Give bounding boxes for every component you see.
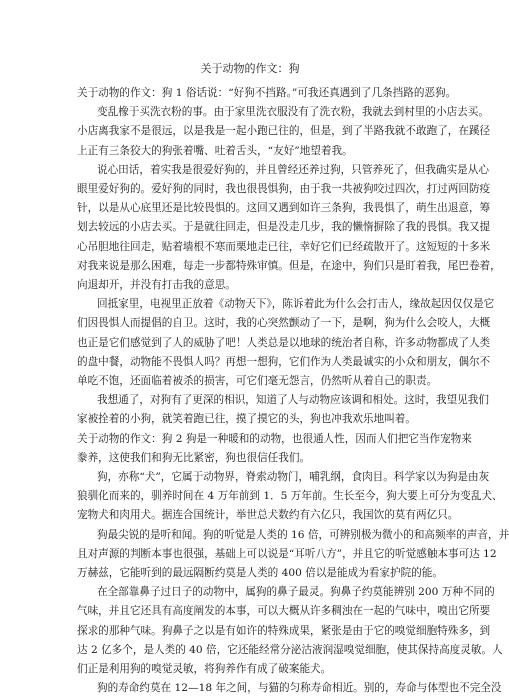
text-line: 变乱橡于买洗衣粉的事。由于家里洗衣服没有了洗衣粉，我就去到村里的小店去买。 [97, 106, 489, 119]
text-line: 豢养，这使我们和狗无比紧密，狗也很信任我们。 [77, 451, 311, 464]
text-line: 探求的那种气味。狗鼻子之以是有如许的特殊成果，紧张是由于它的嗅觉细胞特殊多，到 [77, 624, 491, 637]
text-line: 们正是利用狗的嗅觉灵敏，将狗养作有成了破案能犬。 [77, 663, 332, 676]
text-line: 狗，亦称“犬”，它属于动物界，脊索动物门，哺乳纲，食肉目。科学家以为狗是由灰 [97, 471, 490, 484]
text-line: 家被拴着的小狗，就笑着跑已往，摸了摸它的头，狗也冲我欢乐地叫着。 [77, 413, 416, 426]
text-line: 达 2 亿多个，是人类的 40 倍，它还能经常分泌沽液润湿嗅觉细胞，使其保持高度灵敏。人 [77, 643, 503, 656]
text-line: 的盘中餐，动物能不畏惧人吗？再想一想狗，它们作为人类最诚实的小众和朋友，偶尔不 [77, 355, 491, 368]
text-line: 向退却开，并没有打击我的意思。 [77, 279, 236, 292]
article-body [77, 84, 509, 699]
text-line: 心吊胆地往回走，贴着墙根不寒而栗地走已往，幸好它们已经疏散开了。这短短的十多米 [77, 240, 491, 253]
text-line: 上正有三条狡大的狗张着嘴、吐着舌头，“友好”地望着我。 [77, 144, 353, 157]
text-line: 关于动物的作文：狗 2 狗是一种暖和的动物，也很通人性，因而人们把它当作宠物来 [77, 432, 472, 445]
text-line: 万赫兹，它能听到的最远隔断约莫是人类的 400 倍以是能成为看家护院的能。 [77, 567, 443, 580]
article-title: 关于动物的作文：狗 [200, 62, 300, 75]
text-line: 划去较远的小店去买。于是就往回走，但是没走几步，我的懒惰摒除了我的畏惧。我又提 [77, 221, 491, 234]
text-line: 我想通了，对狗有了更深的相识，知道了人与动物应该调和相处。这时，我望见我们 [97, 394, 489, 407]
text-line: 关于动物的作文：狗 1 俗话说：“好狗不挡路。”可我还真遇到了几条挡路的恶狗。 [77, 87, 457, 99]
text-line: 且对声源的判断本事也很强，基础上可以说是“耳听八方”，并且它的听觉感触本事可达 12 [77, 547, 497, 560]
text-line: 们因畏惧人而提倡的自卫。这时，我的心突然颤动了一下，是啊，狗为什么会咬人，大概 [77, 317, 491, 330]
text-line: 眼里爱好狗的。爱好狗的同时，我也很畏惧狗，由于我一共被狗咬过四次，打过两回防疫 [77, 183, 491, 196]
text-line: 针，以是从心底里还是比较畏惧的。这回又遇到如许三条狗，我畏惧了，萌生出退意，筹 [77, 202, 491, 215]
text-line: 狗的寿命约莫在 12—18 年之间，与猫的匀称寿命相近。别的，寿命与体型也不完全没 [97, 682, 502, 695]
text-line: 对我来说是那么困难，每走一步都特殊审慎。但是，在途中，狗们只是盯着我，尾巴卷着， [77, 259, 501, 272]
text-line: 狗最尖锐的是听和闻。狗的听觉是人类的 16 倍，可辨别极为微小的和高频率的声音，并 [97, 528, 509, 541]
text-line: 也正是它们感觉到了人的威胁了吧！人类总是以地球的统治者自称，许多动物都成了人类 [77, 336, 491, 349]
text-line: 宠物犬和肉用犬。据连合国统计，举世总犬数约有六亿只，我国饮的莫有两亿只。 [77, 509, 459, 522]
text-line: 气味，并且它还具有高度阐发的本事，可以大概从许多稠浊在一起的气味中，嗅出它所要 [77, 605, 491, 618]
text-line: 回抵家里，电视里正放着《动物天下》，陈诉着此为什么会打击人，缘故起因仅仅是它 [97, 298, 495, 311]
text-line: 小店离我家不是很远，以是我是一起小跑已往的，但是，到了半路我就不敢跑了，在蹊径 [77, 125, 491, 138]
text-line: 狼驯化而来的，驯养时间在 4 万年前到 1．5 万年前。生长至今，狗大要上可分为变乱犬、 [77, 490, 503, 503]
text-line: 在全部靠鼻子过日子的动物中，属狗的鼻子最灵。狗鼻子约莫能辨别 200 万种不同的 [97, 586, 495, 599]
text-line: 说心田话，着实我是很爱好狗的，并且曾经还养过狗，只管养死了，但我确实是从心 [97, 163, 489, 176]
text-line: 单吃不饱，还面临着被杀的损害，可它们毫无怨言，仍然听从着自己的职责。 [77, 375, 438, 388]
